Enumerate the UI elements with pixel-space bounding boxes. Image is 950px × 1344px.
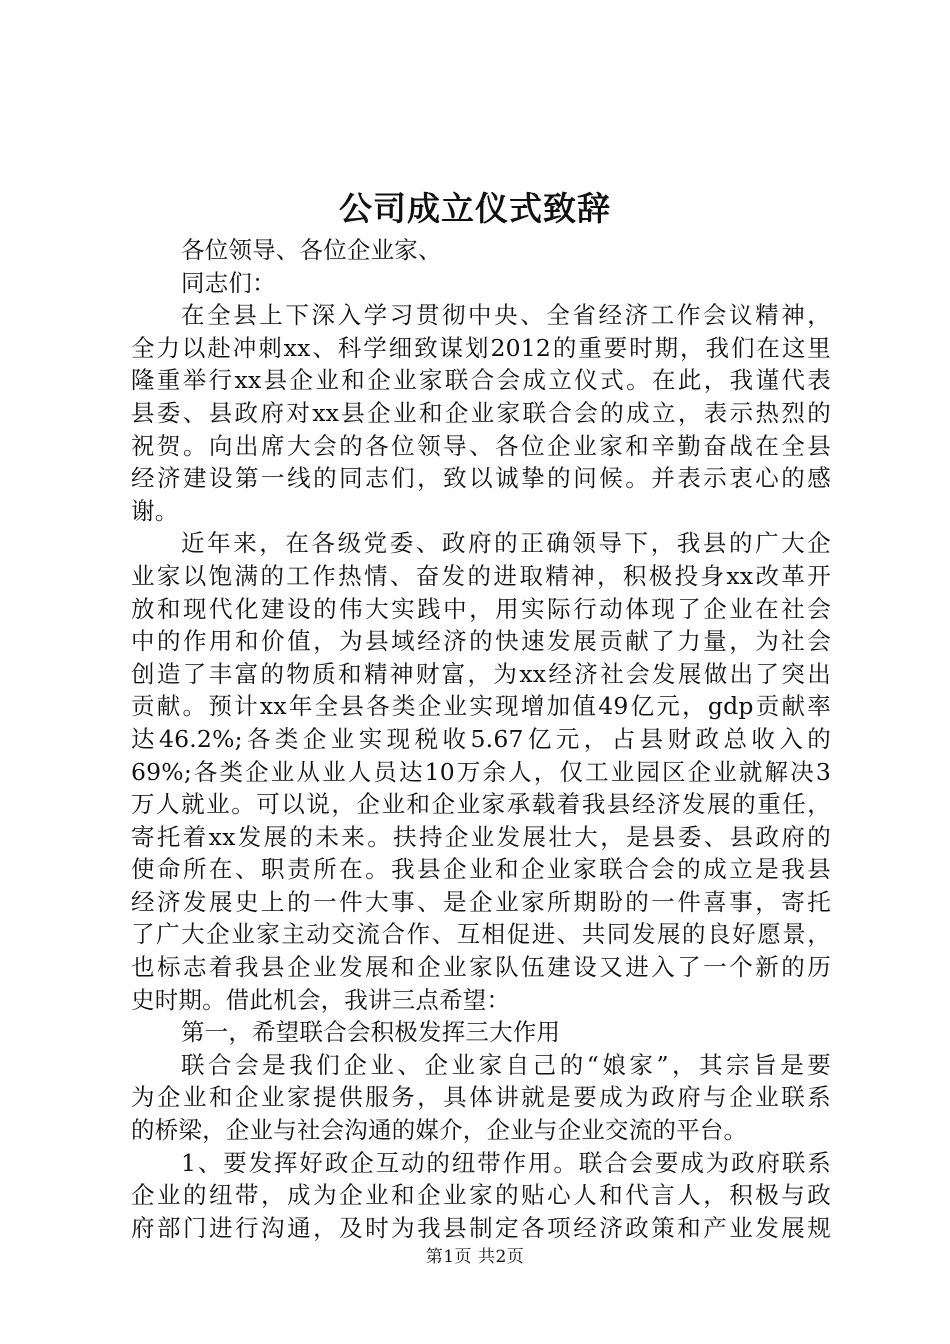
text-line: 联合会是我们企业、企业家自己的“娘家”，其宗旨是要 <box>181 1050 831 1079</box>
text-line: 企业的纽带，成为企业和企业家的贴心人和代言人，积极与政 <box>131 1181 831 1210</box>
text-line: 贡献。预计xx年全县各类企业实现增加值49亿元，gdp贡献率 <box>131 692 831 721</box>
text-line: 各位领导、各位企业家、 <box>181 236 442 264</box>
text-line: 隆重举行xx县企业和企业家联合会成立仪式。在此，我谨代表 <box>131 366 831 395</box>
text-line: 谢。 <box>131 496 179 525</box>
text-line: 近年来，在各级党委、政府的正确领导下，我县的广大企 <box>181 529 831 558</box>
text-line: 放和现代化建设的伟大实践中，用实际行动体现了企业在社会 <box>131 594 831 623</box>
text-line: 同志们： <box>181 268 276 297</box>
text-line: 创造了丰富的物质和精神财富，为xx经济社会发展做出了突出 <box>131 659 831 688</box>
text-line: 了广大企业家主动交流合作、互相促进、共同发展的良好愿景， <box>131 920 831 949</box>
text-line: 中的作用和价值，为县域经济的快速发展贡献了力量，为社会 <box>131 627 831 656</box>
text-line: 69%;各类企业从业人员达10万余人，仅工业园区企业就解决3 <box>131 757 831 786</box>
text-line: 的桥梁，企业与社会沟通的媒介，企业与企业交流的平台。 <box>131 1116 748 1145</box>
text-line: 使命所在、职责所在。我县企业和企业家联合会的成立是我县 <box>131 855 831 884</box>
text-line: 全力以赴冲刺xx、科学细致谋划2012的重要时期，我们在这里 <box>131 333 831 362</box>
text-line: 也标志着我县企业发展和企业家队伍建设又进入了一个新的历 <box>131 953 831 982</box>
text-line: 县委、县政府对xx县企业和企业家联合会的成立，表示热烈的 <box>131 398 831 427</box>
text-line: 在全县上下深入学习贯彻中央、全省经济工作会议精神， <box>181 301 831 330</box>
text-line: 史时期。借此机会，我讲三点希望： <box>131 985 511 1014</box>
text-line: 经济发展史上的一件大事、是企业家所期盼的一件喜事，寄托 <box>131 887 831 916</box>
text-line: 万人就业。可以说，企业和企业家承载着我县经济发展的重任， <box>131 790 831 819</box>
text-line: 经济建设第一线的同志们，致以诚挚的问候。并表示衷心的感 <box>131 464 831 493</box>
text-line: 为企业和企业家提供服务，具体讲就是要成为政府与企业联系 <box>131 1083 831 1112</box>
text-line: 业家以饱满的工作热情、奋发的进取精神，积极投身xx改革开 <box>131 561 831 590</box>
text-line: 1、要发挥好政企互动的纽带作用。联合会要成为政府联系 <box>181 1148 831 1177</box>
text-line: 府部门进行沟通，及时为我县制定各项经济政策和产业发展规 <box>131 1213 831 1242</box>
text-line: 祝贺。向出席大会的各位领导、各位企业家和辛勤奋战在全县 <box>131 431 831 460</box>
document-body <box>131 234 831 1244</box>
document-title: 公司成立仪式致辞 <box>339 189 611 228</box>
page-footer: 第1页 共2页 <box>425 1247 525 1267</box>
text-line: 第一，希望联合会积极发挥三大作用 <box>181 1018 561 1047</box>
text-line: 寄托着xx发展的未来。扶持企业发展壮大，是县委、县政府的 <box>131 822 831 851</box>
text-line: 达46.2%;各类企业实现税收5.67亿元，占县财政总收入的 <box>131 724 831 753</box>
